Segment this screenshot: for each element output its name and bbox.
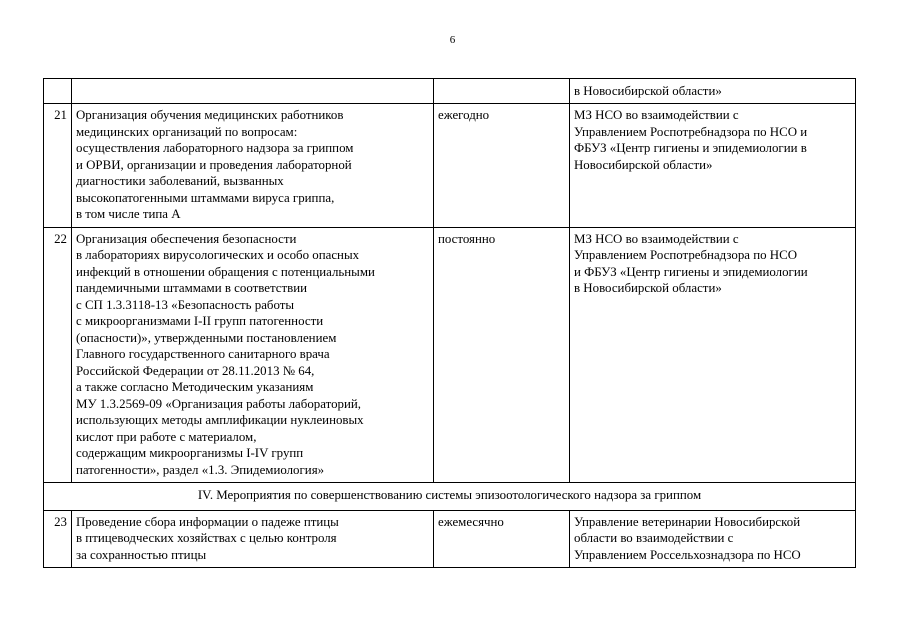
activity-cell xyxy=(72,227,434,483)
activity-line: Российской Федерации от 28.11.2013 № 64, xyxy=(76,363,315,378)
activity-line: содержащим микроорганизмы I-IV групп xyxy=(76,446,304,460)
responsible-line: области во взаимодействии с xyxy=(574,531,734,545)
row-number-cell xyxy=(44,79,72,104)
table-row xyxy=(44,104,856,228)
section-header-cell: IV. Мероприятия по совершенствованию системы эпизоотологического надзора за гриппом xyxy=(44,483,856,511)
row-number-cell: 21 xyxy=(44,104,72,228)
responsible-line: ФБУЗ «Центр гигиены и эпидемиологии в xyxy=(574,141,807,155)
deadline-cell: постоянно xyxy=(434,227,570,483)
activity-cell xyxy=(72,510,434,568)
activity-line: за сохранностью птицы xyxy=(76,547,207,562)
activity-line: диагностики заболеваний, вызванных xyxy=(76,174,284,188)
table-row xyxy=(44,510,856,568)
activity-line: использующих методы амплификации нуклеиновых xyxy=(76,413,364,427)
activity-line: в птицеводческих хозяйствах с целью контроля xyxy=(76,531,337,545)
activity-line: с микроорганизмами I-II групп патогенности xyxy=(76,314,324,328)
activity-line: а также согласно Методическим указаниям xyxy=(76,380,314,394)
row-number-cell: 22 xyxy=(44,227,72,483)
table-rows-after-section xyxy=(44,510,856,568)
activity-line: Главного государственного санитарного врача xyxy=(76,347,330,361)
responsible-cell xyxy=(570,510,856,568)
page-number: 6 xyxy=(449,34,456,46)
activity-line: Организация обеспечения безопасности xyxy=(76,231,297,246)
section-header-row xyxy=(44,483,856,511)
responsible-cell xyxy=(570,104,856,228)
activity-cell xyxy=(72,79,434,104)
activities-table xyxy=(43,78,856,568)
deadline-cell: ежегодно xyxy=(434,104,570,228)
activity-line: с СП 1.3.3118-13 «Безопасность работы xyxy=(76,297,295,312)
activity-line: пандемичными штаммами в соответствии xyxy=(76,281,307,295)
row-number-cell: 23 xyxy=(44,510,72,568)
responsible-line: в Новосибирской области» xyxy=(574,281,722,295)
responsible-line: МЗ НСО во взаимодействии с xyxy=(574,231,739,246)
activity-line: осуществления лабораторного надзора за гриппом xyxy=(76,141,354,155)
activity-line: инфекций в отношении обращения с потенциальными xyxy=(76,264,375,279)
activity-line: патогенности», раздел «1.3. Эпидемиология» xyxy=(76,462,325,477)
activity-cell xyxy=(72,104,434,228)
responsible-line: МЗ НСО во взаимодействии с xyxy=(574,108,739,122)
activity-line: МУ 1.3.2569-09 «Организация работы лабораторий, xyxy=(76,396,361,411)
activity-line: и ОРВИ, организации и проведения лабораторной xyxy=(76,157,352,172)
responsible-line: Управлением Россельхознадзора по НСО xyxy=(574,547,801,562)
responsible-line: Новосибирской области» xyxy=(574,157,713,172)
responsible-cell xyxy=(570,79,856,104)
responsible-line: Управление ветеринарии Новосибирской xyxy=(574,514,801,529)
responsible-line: Управлением Роспотребнадзора по НСО xyxy=(574,248,798,262)
table-row xyxy=(44,227,856,483)
activity-line: медицинских организаций по вопросам: xyxy=(76,124,298,139)
table-rows-before-section xyxy=(44,104,856,483)
responsible-line: и ФБУЗ «Центр гигиены и эпидемиологии xyxy=(574,264,808,279)
activity-line: Организация обучения медицинских работников xyxy=(76,108,344,122)
activity-line: (опасности)», утвержденными постановлением xyxy=(76,330,337,345)
deadline-cell xyxy=(434,79,570,104)
activity-line: высокопатогенными штаммами вируса гриппа, xyxy=(76,190,335,205)
activity-line: в лабораториях вирусологических и особо опасных xyxy=(76,248,360,262)
deadline-cell: ежемесячно xyxy=(434,510,570,568)
activity-line: Проведение сбора информации о падеже птицы xyxy=(76,514,339,529)
responsible-line: в Новосибирской области» xyxy=(574,84,722,98)
responsible-line: Управлением Роспотребнадзора по НСО и xyxy=(574,124,808,139)
section-header-body xyxy=(44,483,856,511)
table-row-continuation xyxy=(44,79,856,104)
responsible-cell xyxy=(570,227,856,483)
table-body xyxy=(44,79,856,104)
activity-line: кислот при работе с материалом, xyxy=(76,429,257,444)
activity-line: в том числе типа А xyxy=(76,207,181,221)
